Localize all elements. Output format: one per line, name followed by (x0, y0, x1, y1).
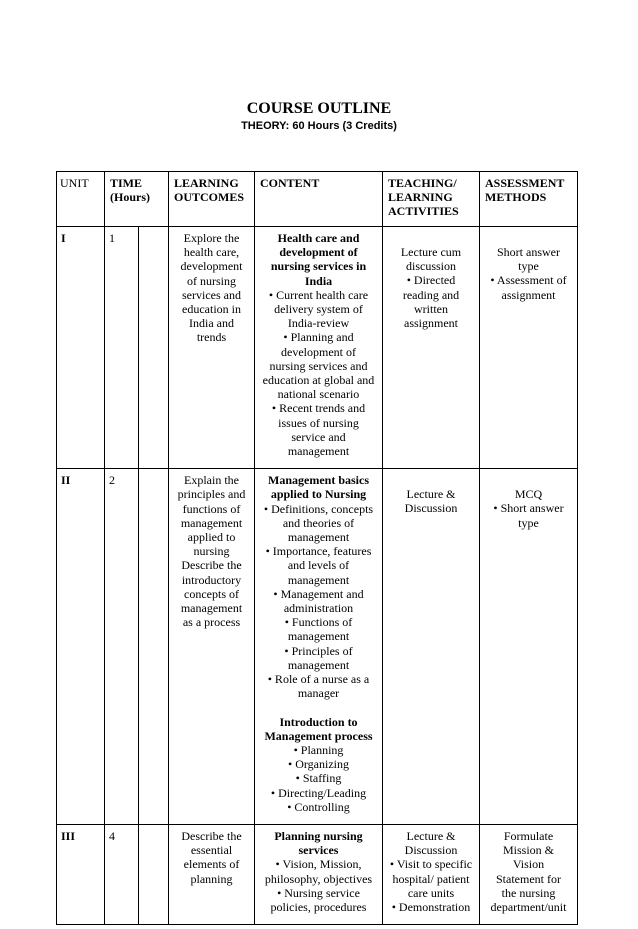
spacer-cell (139, 824, 169, 924)
unit-cell: I (57, 227, 105, 469)
time-cell: 1 (105, 227, 139, 469)
page-subtitle: THEORY: 60 Hours (3 Credits) (241, 120, 397, 132)
table-row (57, 824, 578, 924)
header-teaching: TEACHING/ LEARNING ACTIVITIES (383, 172, 480, 227)
content-cell: Health care and development of nursing services in India • Current health care delivery system of India-review • Planning and development of nursing services and education at global and national scenario • Recent trends and issues of nursing service and management (255, 227, 383, 469)
header-time: TIME (Hours) (105, 172, 169, 227)
header-unit: UNIT (57, 172, 105, 227)
header-row (57, 172, 578, 227)
unit-cell: II (57, 469, 105, 825)
content-cell: Planning nursing services • Vision, Mission, philosophy, objectives • Nursing service policies, procedures (255, 824, 383, 924)
teaching-cell: Lecture & Discussion (383, 469, 480, 825)
spacer-cell (139, 227, 169, 469)
page-title: COURSE OUTLINE (246, 100, 392, 117)
header-assessment: ASSESSMENT METHODS (480, 172, 578, 227)
spacer-cell (139, 469, 169, 825)
header-content: CONTENT (255, 172, 383, 227)
table-row (57, 227, 578, 469)
time-cell: 4 (105, 824, 139, 924)
outcomes-cell: Describe the essential elements of planning (169, 824, 255, 924)
outcomes-cell: Explain the principles and functions of management applied to nursing Describe the introductory concepts of management as a process (169, 469, 255, 825)
time-cell: 2 (105, 469, 139, 825)
content-cell: Management basics applied to Nursing • Definitions, concepts and theories of management • Importance, features and levels of management • Management and administration • Functions of management • Principles of management • Role of a nurse as a manager Introduction to Management process • Planning • Organizing • Staffing • Directing/Leading • Controlling (255, 469, 383, 825)
unit-cell: III (57, 824, 105, 924)
outcomes-cell: Explore the health care, development of nursing services and education in India and trends (169, 227, 255, 469)
teaching-cell: Lecture cum discussion • Directed reading and written assignment (383, 227, 480, 469)
teaching-cell: Lecture & Discussion • Visit to specific hospital/ patient care units • Demonstration (383, 824, 480, 924)
header-outcomes: LEARNING OUTCOMES (169, 172, 255, 227)
course-outline-table (56, 171, 578, 925)
assessment-cell: Formulate Mission & Vision Statement for the nursing department/unit (480, 824, 578, 924)
table-row (57, 469, 578, 825)
assessment-cell: Short answer type • Assessment of assignment (480, 227, 578, 469)
assessment-cell: MCQ • Short answer type (480, 469, 578, 825)
